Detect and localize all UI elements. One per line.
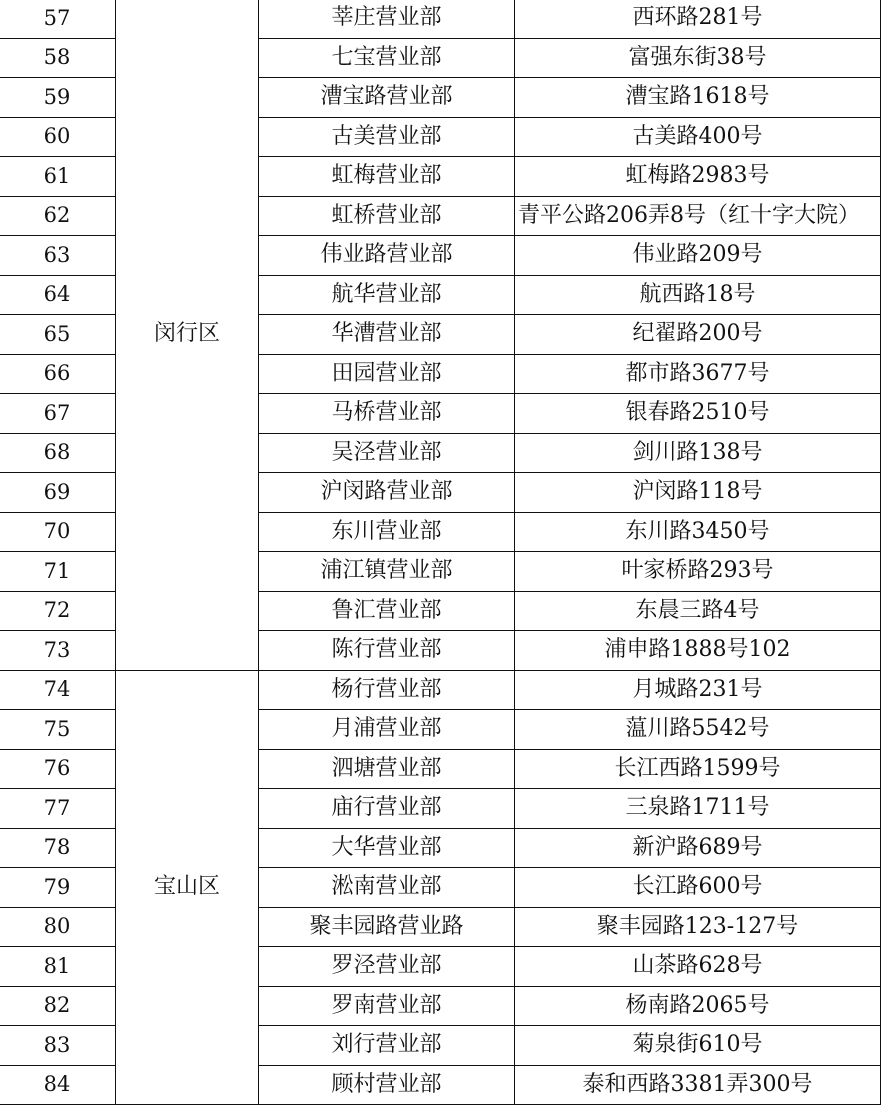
row-number-cell[interactable]: 66 <box>0 354 116 394</box>
branch-name-cell[interactable]: 聚丰园路营业路 <box>259 907 515 947</box>
branch-name-cell[interactable]: 沪闵路营业部 <box>259 473 515 513</box>
address-cell[interactable]: 纪翟路200号 <box>515 315 881 355</box>
branch-name-cell[interactable]: 陈行营业部 <box>259 631 515 671</box>
district-cell[interactable]: 闵行区 <box>116 0 259 670</box>
address-cell[interactable]: 蕰川路5542号 <box>515 710 881 750</box>
table-row[interactable] <box>0 670 881 710</box>
branch-name-cell[interactable]: 虹梅营业部 <box>259 157 515 197</box>
branch-name-cell[interactable]: 吴泾营业部 <box>259 433 515 473</box>
row-number-cell[interactable]: 72 <box>0 591 116 631</box>
row-number-cell[interactable]: 78 <box>0 828 116 868</box>
row-number-cell[interactable]: 63 <box>0 236 116 276</box>
branch-name-cell[interactable]: 庙行营业部 <box>259 789 515 829</box>
address-cell[interactable]: 虹梅路2983号 <box>515 157 881 197</box>
row-number-cell[interactable]: 84 <box>0 1065 116 1105</box>
address-cell[interactable]: 漕宝路1618号 <box>515 78 881 118</box>
address-cell[interactable]: 都市路3677号 <box>515 354 881 394</box>
address-cell[interactable]: 青平公路206弄8号（红十字大院） <box>515 196 881 236</box>
branch-name-cell[interactable]: 田园营业部 <box>259 354 515 394</box>
address-cell[interactable]: 富强东街38号 <box>515 38 881 78</box>
branch-name-cell[interactable]: 罗南营业部 <box>259 986 515 1026</box>
row-number-cell[interactable]: 67 <box>0 394 116 434</box>
row-number-cell[interactable]: 61 <box>0 157 116 197</box>
branch-name-cell[interactable]: 伟业路营业部 <box>259 236 515 276</box>
row-number-cell[interactable]: 59 <box>0 78 116 118</box>
row-number-cell[interactable]: 73 <box>0 631 116 671</box>
branch-name-cell[interactable]: 华漕营业部 <box>259 315 515 355</box>
row-number-cell[interactable]: 70 <box>0 512 116 552</box>
address-cell[interactable]: 东晨三路4号 <box>515 591 881 631</box>
address-cell[interactable]: 伟业路209号 <box>515 236 881 276</box>
branch-name-cell[interactable]: 东川营业部 <box>259 512 515 552</box>
branch-name-cell[interactable]: 古美营业部 <box>259 117 515 157</box>
branch-name-cell[interactable]: 刘行营业部 <box>259 1026 515 1066</box>
row-number-cell[interactable]: 76 <box>0 749 116 789</box>
address-cell[interactable]: 菊泉街610号 <box>515 1026 881 1066</box>
address-cell[interactable]: 长江西路1599号 <box>515 749 881 789</box>
address-cell[interactable]: 浦申路1888号102 <box>515 631 881 671</box>
row-number-cell[interactable]: 68 <box>0 433 116 473</box>
row-number-cell[interactable]: 71 <box>0 552 116 592</box>
branch-name-cell[interactable]: 莘庄营业部 <box>259 0 515 38</box>
row-number-cell[interactable]: 74 <box>0 670 116 710</box>
address-cell[interactable]: 三泉路1711号 <box>515 789 881 829</box>
district-cell[interactable]: 宝山区 <box>116 670 259 1105</box>
row-number-cell[interactable]: 60 <box>0 117 116 157</box>
row-number-cell[interactable]: 79 <box>0 868 116 908</box>
branch-name-cell[interactable]: 月浦营业部 <box>259 710 515 750</box>
branch-name-cell[interactable]: 航华营业部 <box>259 275 515 315</box>
address-cell[interactable]: 叶家桥路293号 <box>515 552 881 592</box>
branch-name-cell[interactable]: 大华营业部 <box>259 828 515 868</box>
branch-name-cell[interactable]: 鲁汇营业部 <box>259 591 515 631</box>
address-cell[interactable]: 银春路2510号 <box>515 394 881 434</box>
branch-name-cell[interactable]: 虹桥营业部 <box>259 196 515 236</box>
branch-name-cell[interactable]: 七宝营业部 <box>259 38 515 78</box>
table-row[interactable] <box>0 0 881 38</box>
address-cell[interactable]: 长江路600号 <box>515 868 881 908</box>
row-number-cell[interactable]: 83 <box>0 1026 116 1066</box>
row-number-cell[interactable]: 69 <box>0 473 116 513</box>
address-cell[interactable]: 西环路281号 <box>515 0 881 38</box>
branch-name-cell[interactable]: 杨行营业部 <box>259 670 515 710</box>
branch-name-cell[interactable]: 罗泾营业部 <box>259 947 515 987</box>
address-cell[interactable]: 航西路18号 <box>515 275 881 315</box>
branch-name-cell[interactable]: 淞南营业部 <box>259 868 515 908</box>
branch-name-cell[interactable]: 泗塘营业部 <box>259 749 515 789</box>
branch-name-cell[interactable]: 浦江镇营业部 <box>259 552 515 592</box>
branch-name-cell[interactable]: 漕宝路营业部 <box>259 78 515 118</box>
address-cell[interactable]: 山茶路628号 <box>515 947 881 987</box>
row-number-cell[interactable]: 64 <box>0 275 116 315</box>
row-number-cell[interactable]: 57 <box>0 0 116 38</box>
address-cell[interactable]: 新沪路689号 <box>515 828 881 868</box>
address-cell[interactable]: 古美路400号 <box>515 117 881 157</box>
address-cell[interactable]: 泰和西路3381弄300号 <box>515 1065 881 1105</box>
row-number-cell[interactable]: 65 <box>0 315 116 355</box>
address-cell[interactable]: 月城路231号 <box>515 670 881 710</box>
row-number-cell[interactable]: 80 <box>0 907 116 947</box>
row-number-cell[interactable]: 81 <box>0 947 116 987</box>
row-number-cell[interactable]: 77 <box>0 789 116 829</box>
address-cell[interactable]: 聚丰园路123-127号 <box>515 907 881 947</box>
row-number-cell[interactable]: 62 <box>0 196 116 236</box>
row-number-cell[interactable]: 58 <box>0 38 116 78</box>
branch-name-cell[interactable]: 顾村营业部 <box>259 1065 515 1105</box>
row-number-cell[interactable]: 82 <box>0 986 116 1026</box>
address-cell[interactable]: 沪闵路118号 <box>515 473 881 513</box>
branch-name-cell[interactable]: 马桥营业部 <box>259 394 515 434</box>
address-cell[interactable]: 杨南路2065号 <box>515 986 881 1026</box>
address-cell[interactable]: 东川路3450号 <box>515 512 881 552</box>
address-cell[interactable]: 剑川路138号 <box>515 433 881 473</box>
row-number-cell[interactable]: 75 <box>0 710 116 750</box>
